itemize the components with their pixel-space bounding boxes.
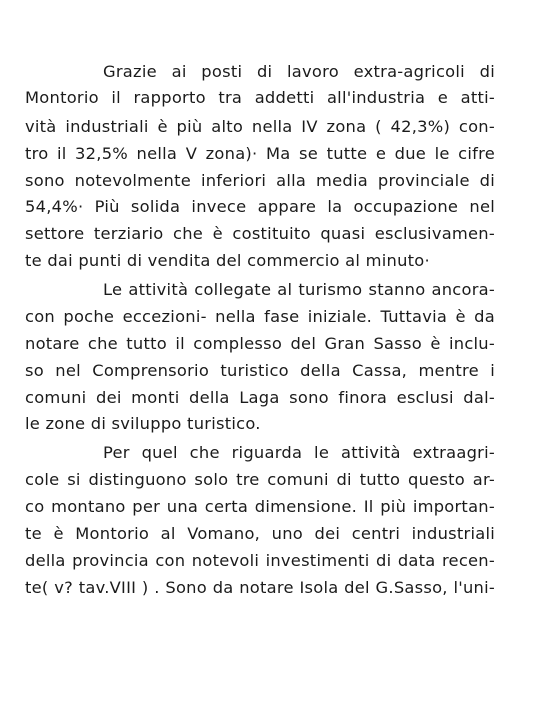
text-line: della provincia con notevoli investimenti di data recen- (25, 551, 495, 570)
text-line: Per quel che riguarda le attività extraagri- (103, 443, 495, 462)
text-line: le zone di sviluppo turistico. (25, 414, 261, 433)
text-line: vità industriali è più alto nella IV zona ( 42,3%) con- (25, 117, 495, 136)
text-line: notare che tutto il complesso del Gran Sasso è inclu- (25, 334, 495, 353)
text-line: 54,4%· Più solida invece appare la occupazione nel (25, 197, 495, 216)
text-line: Montorio il rapporto tra addetti all'industria e atti- (25, 88, 495, 107)
text-line: tro il 32,5% nella V zona)· Ma se tutte e due le cifre (25, 144, 495, 163)
text-line: te( v? tav.VIII ) . Sono da notare Isola del G.Sasso, l'uni- (25, 578, 495, 597)
text-line: te è Montorio al Vomano, uno dei centri industriali (25, 524, 495, 543)
text-line: sono notevolmente inferiori alla media provinciale di (25, 171, 495, 190)
text-line: te dai punti di vendita del commercio al minuto· (25, 251, 430, 270)
text-line: co montano per una certa dimensione. Il più importan- (25, 497, 495, 516)
text-line: settore terziario che è costituito quasi esclusivamen- (25, 224, 495, 243)
text-line: comuni dei monti della Laga sono finora esclusi dal- (25, 388, 495, 407)
text-line: cole si distinguono solo tre comuni di tutto questo ar- (25, 470, 495, 489)
text-line: so nel Comprensorio turistico della Cassa, mentre i (25, 361, 495, 380)
text-line: Grazie ai posti di lavoro extra-agricoli di (103, 62, 495, 81)
text-line: Le attività collegate al turismo stanno ancora- (103, 280, 495, 299)
text-line: con poche eccezioni- nella fase iniziale. Tuttavia è da (25, 307, 495, 326)
